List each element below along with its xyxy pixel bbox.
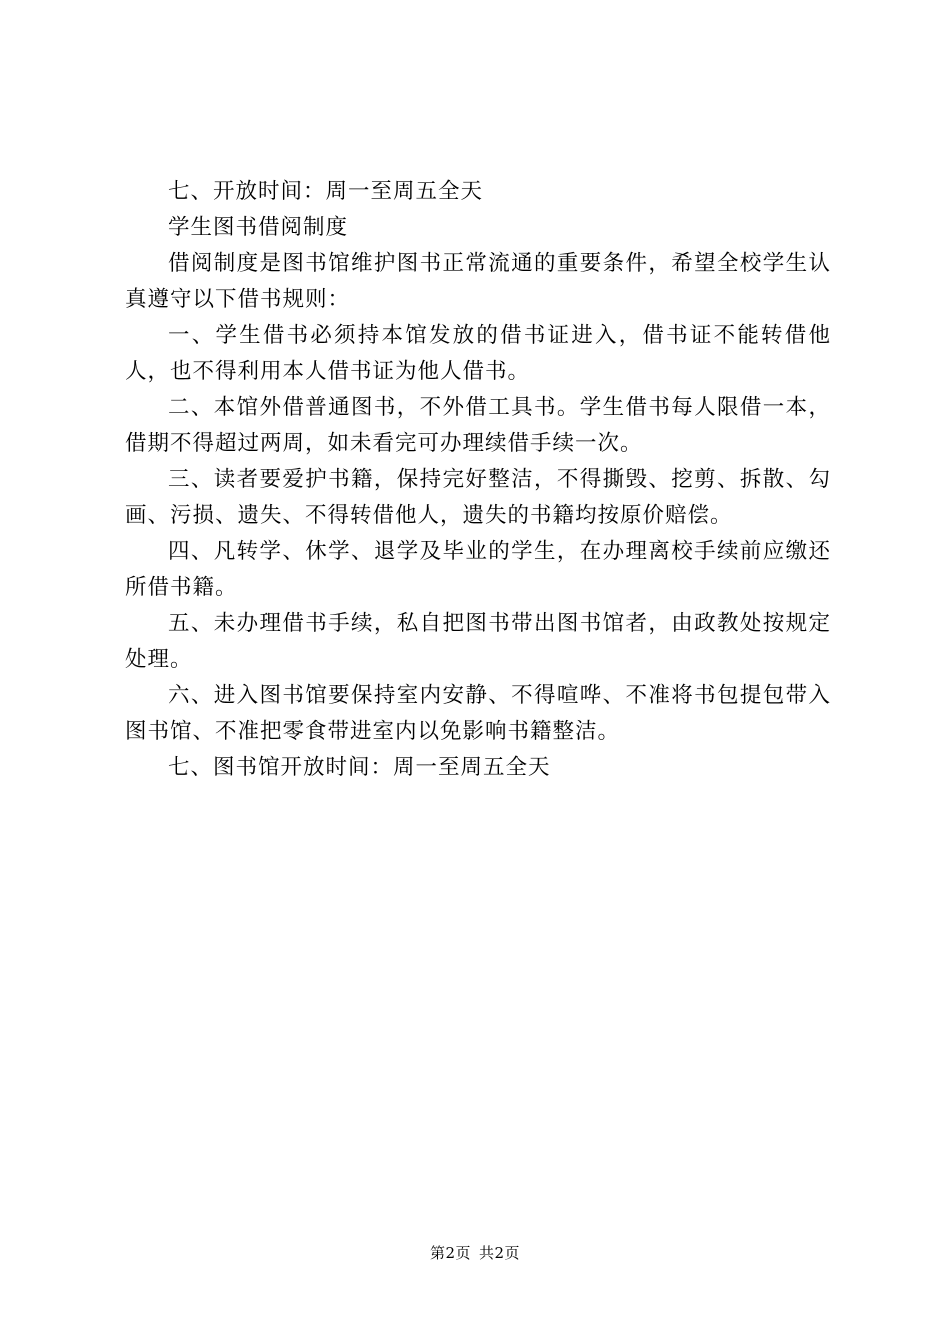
- rule-item-7: 七、图书馆开放时间：周一至周五全天: [168, 755, 551, 780]
- rule-item-6: 六、进入图书馆要保持室内安静、不得喧哗、不准将书包提包带入图书馆、不准把零食带进室内以免影响书籍整洁。: [125, 683, 831, 744]
- page-footer: [0, 1243, 950, 1263]
- page-number: 第2页: [429, 1244, 471, 1262]
- paragraph-opening-hours-intro: 七、开放时间：周一至周五全天: [168, 179, 484, 204]
- document-body: [125, 174, 831, 786]
- rule-item-4: 四、凡转学、休学、退学及毕业的学生，在办理离校手续前应缴还所借书籍。: [125, 539, 831, 600]
- paragraph-intro: 借阅制度是图书馆维护图书正常流通的重要条件，希望全校学生认真遵守以下借书规则：: [125, 251, 831, 312]
- rule-item-5: 五、未办理借书手续，私自把图书带出图书馆者，由政教处按规定处理。: [125, 611, 831, 672]
- rule-item-3: 三、读者要爱护书籍，保持完好整洁，不得撕毁、挖剪、拆散、勾画、污损、遗失、不得转借他人，遗失的书籍均按原价赔偿。: [125, 467, 831, 528]
- rule-item-2: 二、本馆外借普通图书，不外借工具书。学生借书每人限借一本，借期不得超过两周，如未看完可办理续借手续一次。: [125, 395, 831, 456]
- rule-item-1: 一、学生借书必须持本馆发放的借书证进入，借书证不能转借他人，也不得利用本人借书证为他人借书。: [125, 323, 831, 384]
- page-total: 共2页: [479, 1244, 521, 1262]
- section-heading: 学生图书借阅制度: [168, 215, 349, 240]
